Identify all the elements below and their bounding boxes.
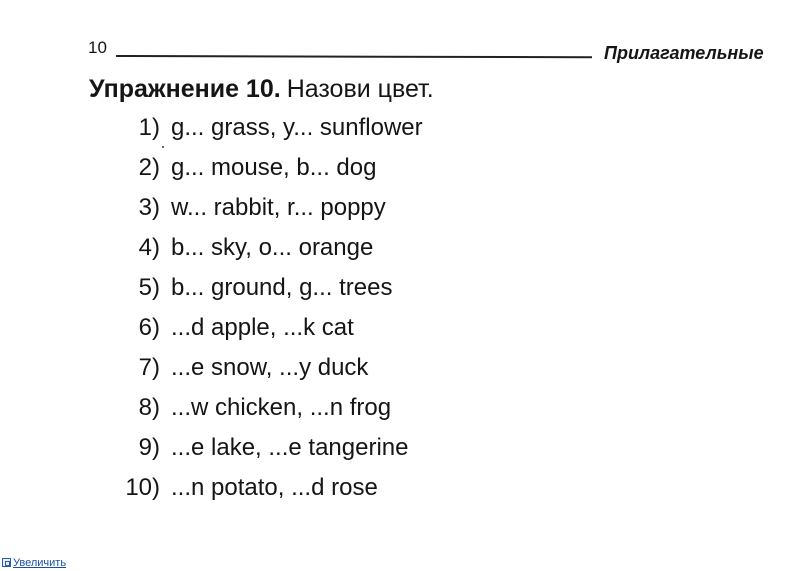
exercise-list [110, 112, 423, 512]
item-number: 9) [138, 434, 160, 461]
item-number: 2) [138, 154, 160, 181]
item-text: g... mouse, b... dog [171, 154, 377, 181]
exercise-item [110, 192, 423, 232]
item-number: 7) [138, 354, 160, 381]
item-text: ...e lake, ...e tangerine [171, 434, 409, 461]
item-text: ...n potato, ...d rose [171, 474, 378, 501]
item-text: ...e snow, ...y duck [171, 354, 369, 381]
exercise-item [110, 112, 423, 152]
exercise-item [110, 232, 423, 272]
exercise-item [110, 272, 423, 312]
exercise-item [110, 152, 423, 192]
item-number: 6) [138, 314, 160, 341]
zoom-link[interactable] [2, 556, 66, 570]
item-number: 3) [138, 194, 160, 221]
item-text: ...w chicken, ...n frog [171, 394, 392, 421]
exercise-item [110, 352, 423, 392]
zoom-link-label[interactable]: Увеличить [13, 557, 67, 569]
item-number: 1) [138, 114, 160, 141]
item-number: 8) [138, 394, 160, 421]
item-text: w... rabbit, r... poppy [171, 194, 386, 221]
item-number: 4) [138, 234, 160, 261]
exercise-instruction: Назови цвет. [286, 75, 434, 103]
item-number: 5) [138, 274, 160, 301]
item-text: ...d apple, ...k cat [171, 314, 354, 341]
item-text: b... sky, o... orange [171, 234, 374, 261]
item-text: g... grass, y... sunflower [171, 114, 423, 141]
exercise-item [110, 432, 423, 472]
section-title: Прилагательные [604, 43, 764, 63]
item-number: 10) [125, 474, 160, 501]
page-number: 10 [88, 38, 107, 57]
exercise-item [110, 312, 423, 352]
exercise-item [110, 392, 423, 432]
magnify-icon[interactable] [2, 558, 11, 567]
exercise-label: Упражнение 10. [89, 75, 281, 103]
exercise-item [110, 472, 423, 512]
exercise-heading [89, 74, 434, 104]
item-text: b... ground, g... trees [171, 274, 393, 301]
header-rule [116, 55, 592, 58]
